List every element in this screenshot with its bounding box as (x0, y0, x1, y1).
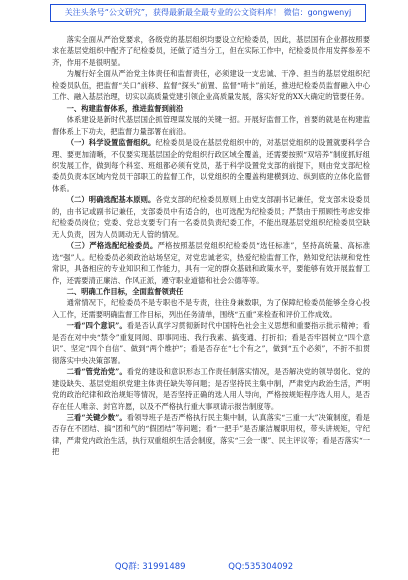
section-heading: 二、明确工作目标，全面监督领责任 (66, 286, 184, 296)
paragraph-lead: 三看“关键少数”。 (66, 412, 127, 422)
paragraph: 二看“管党治党”。看党的建设和意识形态工作责任制落实情况，是否解决党的领导弱化、党的建设缺失、基层党组织党建主体责任缺失等问题；是否坚持民主集中制，严肃党内政治生活，严明党的政治纪律和政治规矩等情况，是否坚持正确的选人用人导向，严格按规矩程序选人用人，是否存在任人唯亲、封官许愿，以及不严格执行重大事项请示报告制度等。 (52, 367, 370, 411)
paragraph-lead: 一看“四个意识”。 (66, 321, 127, 331)
wechat-banner: 关注头条号“公文研究”，获得最新最全最专业的公文资料库！ 微信：gongwenyj (50, 4, 366, 22)
paragraph: （二）明确选配基本原则。各党支部的纪检委员原则上由党支部副书记兼任，党支部未设委员的，由书记或副书记兼任，支部委员中有适合的，也可选配为纪检委员；严禁由于照顾性考虑安排纪检委员岗位；党委、党总支要专门有一名委员负责纪委工作，不能出现基层党组织纪检委员空缺无人负责，因为人员调动无人管的情况。 (52, 195, 370, 239)
paragraph-lead: （二）明确选配基本原则。 (66, 195, 156, 205)
footer-qq-group: QQ群: 31991489 (114, 562, 186, 572)
paragraph: 通常情况下，纪检委员不是专职也不是专责，往往身兼数职，为了保障纪检委员能够全身心投入工作，还需要明确监督工作目标，列出任务清单，围绕“五重”来检查和评价工作成效。 (52, 298, 370, 319)
paragraph-lead: （三）严格选配纪检委员。 (66, 241, 158, 251)
footer-qq: QQ:535304092 (228, 562, 294, 572)
paragraph: 落实全面从严治党要求，各级党的基层组织均要设立纪检委员，因此，基层国有企业都按照要求在基层党组织中配齐了纪检委员，还做了适当分工，但在实际工作中，纪检委员作用发挥参差不齐，作用不是很明显。 (52, 35, 370, 67)
paragraph: （一）科学设置监督组织。纪检委员是设在基层党组织中的，对基层党组织的设置就要科学合理、要更加清晰，不仅要实现基层国企的党组织行政区域全覆盖，还需要按照“双培养”制度抓好组织发展工作，做到每个科室、班组都必须有党员，基于科学设置党支部的前提下，则由党支部纪检委员负责本区域内党员干部职工的监督工作，以党组织的全覆盖构建横到边、纵到底的立体化监督体系。 (52, 138, 370, 193)
paragraph: 体系建设是新时代基层国企抓管理谋发展的关键一招。开展好监督工作，首要的就是在构建监督体系上下功夫，把监督力量部署在前沿。 (52, 115, 370, 136)
section-heading: 一、构建监督体系，推进监督到前沿 (66, 103, 184, 113)
paragraph-lead: （一）科学设置监督组织。 (66, 138, 156, 148)
paragraph: 三看“关键少数”。看领导班子是否严格执行民主集中制，认真落实“三重一大”决策制度，看是否存在不团结、搞“团和气的“假团结”等问题；看“一把手”是否廉洁履职用权，带头讲规矩，守纪律，严肃党内政治生活，执行双重组织生活会制度，落实“三会一课”、民主评议等；看是否落实“一把 (52, 412, 370, 457)
paragraph: 一看“四个意识”。看是否认真学习贯彻新时代中国特色社会主义思想和重要指示批示精神；看是否在对中央“禁令”重复同闻、即事同违、我行我素、搞变通、打折扣；看是否牢固树立“四个意识”、坚定“四个自信”、做到“两个维护”；看是否存在“七个有之”，做到“五个必须”，不折不扣贯彻落实中央决策部署。 (52, 321, 370, 365)
document-body (52, 34, 370, 542)
footer (0, 560, 408, 574)
paragraph: （三）严格选配纪检委员。严格按照基层党组织纪检委员“选任标准”，坚持高统量、高标准选“强”人。纪检委员必须政治站场坚定，对党忠诚老实，热爱纪检监督工作，熟知党纪法规和党性常识，具备相应的专业知识和工作能力，具有一定的群众基础和政策水平，要能够有效开展监督工作，还需要清正廉洁、作风正派，遵守职业道德和社会公德等等。 (52, 241, 370, 285)
paragraph-lead: 二看“管党治党”。 (66, 367, 127, 377)
paragraph: 为履行好全面从严治党主体责任和监督责任，必须建设一支忠诚、干净、担当的基层党组织纪检委员队伍，把监督“关口”前移、监督“探头”前置、监督“哨卡”前延，推进纪检委员监督融入中心工作、融入基层治理，切实以高质量党建引领企业高质量发展，落实好党的XX大确定的管要任务。 (52, 69, 370, 102)
